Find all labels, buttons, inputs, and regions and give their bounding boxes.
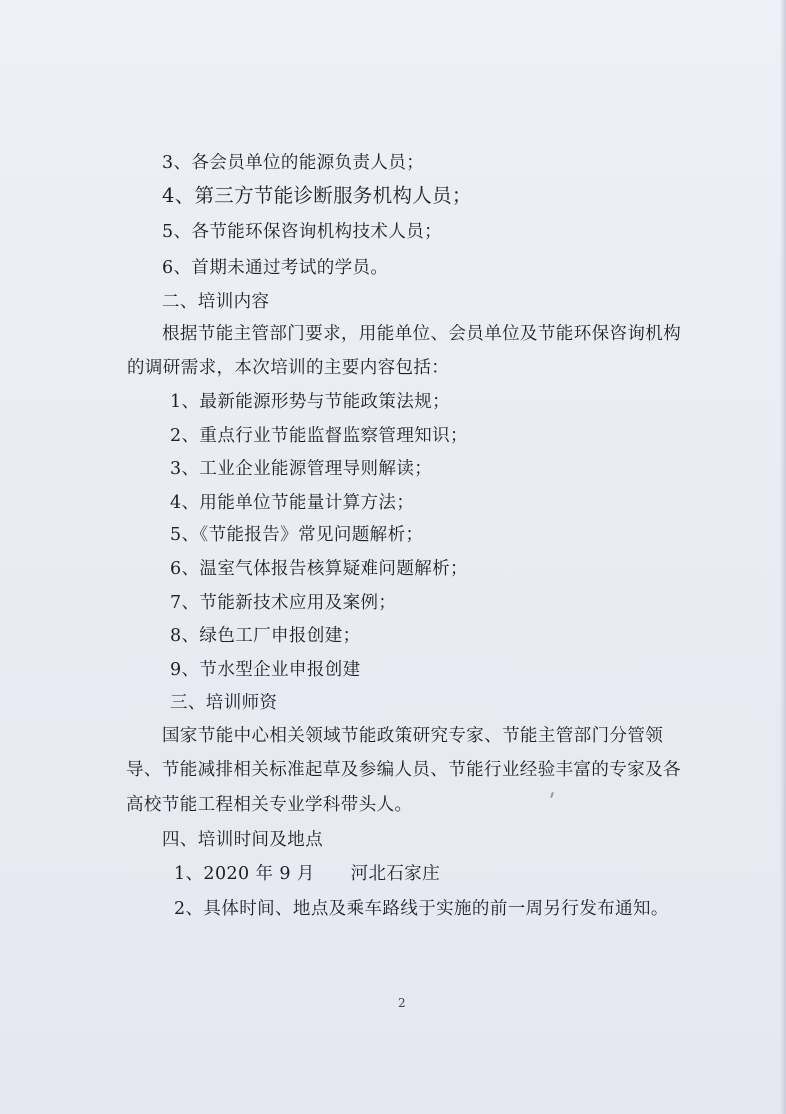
list-item-content-5: 5、《节能报告》常见问题解析；	[170, 525, 424, 545]
paragraph-content-intro-line-2: 的调研需求，本次培训的主要内容包括：	[127, 358, 450, 378]
list-item-content-1: 1、最新能源形势与节能政策法规；	[170, 392, 451, 412]
list-item-audience-3: 3、各会员单位的能源负责人员；	[162, 153, 425, 173]
list-item-content-7: 7、节能新技术应用及案例；	[170, 593, 397, 613]
page-edge-shadow	[780, 0, 786, 1114]
list-item-content-3: 3、工业企业能源管理导则解读；	[170, 459, 433, 479]
list-item-time-2: 2、具体时间、地点及乘车路线于实施的前一周另行发布通知。	[174, 899, 669, 919]
scan-speck	[550, 792, 554, 798]
list-item-content-6: 6、温室气体报告核算疑难问题解析；	[170, 559, 468, 579]
list-item-audience-6: 6、首期未通过考试的学员。	[162, 258, 389, 278]
section-heading-instructors: 三、培训师资	[170, 693, 278, 713]
paragraph-instructors-line-2: 导、节能减排相关标准起草及参编人员、节能行业经验丰富的专家及各	[126, 760, 681, 780]
section-heading-time-location: 四、培训时间及地点	[162, 830, 324, 850]
paragraph-instructors-line-1: 国家节能中心相关领域节能政策研究专家、节能主管部门分管领	[162, 726, 664, 746]
list-item-audience-5: 5、各节能环保咨询机构技术人员；	[162, 222, 443, 242]
list-item-content-9: 9、节水型企业申报创建	[170, 660, 361, 680]
page-number: 2	[398, 996, 406, 1010]
list-item-content-8: 8、绿色工厂申报创建；	[170, 626, 361, 646]
list-item-audience-4: 4、第三方节能诊断服务机构人员；	[162, 184, 472, 207]
paragraph-instructors-line-3: 高校节能工程相关专业学科带头人。	[126, 795, 413, 815]
section-heading-training-content: 二、培训内容	[162, 292, 270, 312]
list-item-time-1: 1、2020 年 9 月 河北石家庄	[174, 864, 441, 884]
paragraph-content-intro-line-1: 根据节能主管部门要求，用能单位、会员单位及节能环保咨询机构	[162, 324, 682, 344]
list-item-content-2: 2、重点行业节能监督监察管理知识；	[170, 426, 468, 446]
list-item-content-4: 4、用能单位节能量计算方法；	[170, 493, 415, 513]
